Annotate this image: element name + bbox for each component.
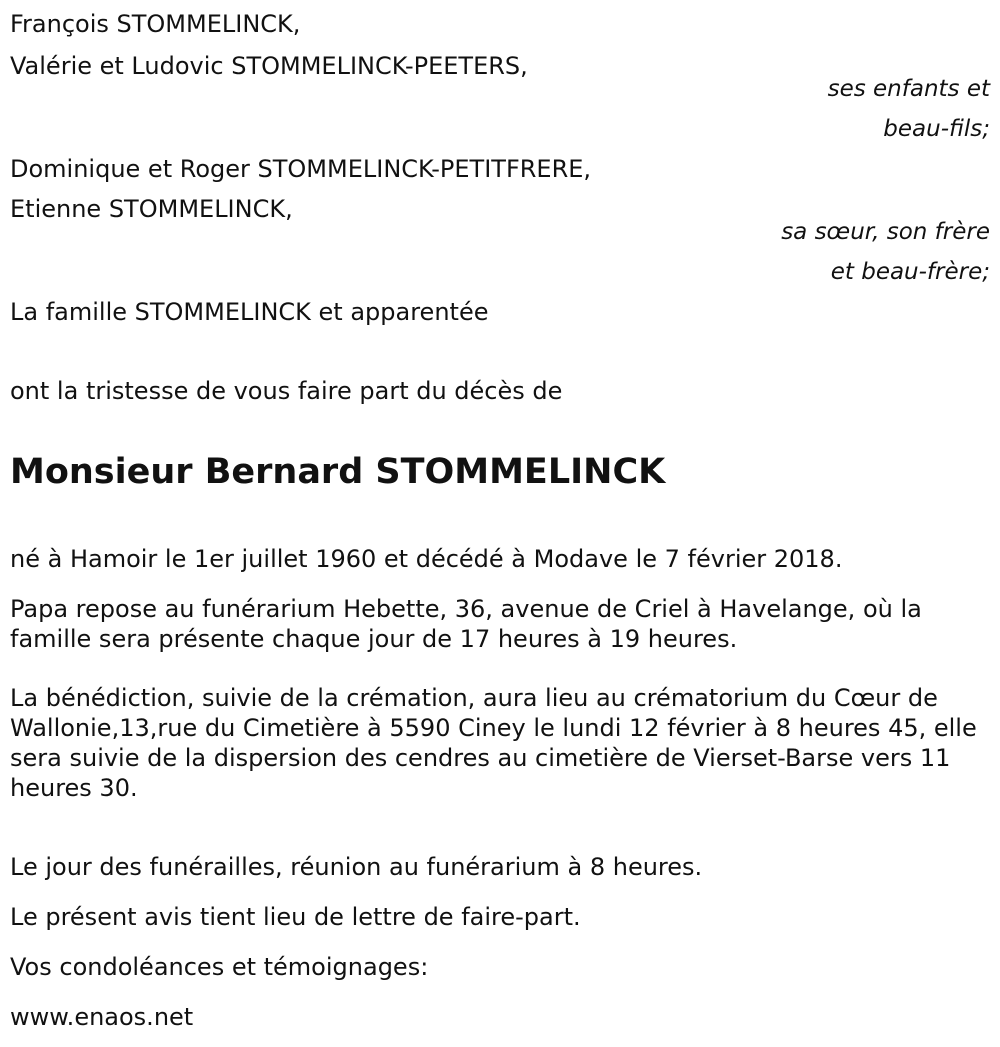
announcement-text: ont la tristesse de vous faire part du décès de [10,377,563,405]
family-line-francois: François STOMMELINCK, [10,10,301,38]
family-line-dominique-roger: Dominique et Roger STOMMELINCK-PETITFRERE, [10,155,592,183]
relation-children-line1: ses enfants et [827,76,990,102]
family-line-extended: La famille STOMMELINCK et apparentée [10,298,489,326]
family-line-valerie-ludovic: Valérie et Ludovic STOMMELINCK-PEETERS, [10,52,528,80]
funerarium-details: Papa repose au funérarium Hebette, 36, avenue de Criel à Havelange, où la famille sera présente chaque jour de 17 heures à 19 heures. [10,595,922,653]
website-link[interactable]: www.enaos.net [10,1003,194,1031]
family-line-etienne: Etienne STOMMELINCK, [10,195,293,223]
relation-siblings-line2: et beau-frère; [830,259,990,285]
birth-death-details: né à Hamoir le 1er juillet 1960 et décédé à Modave le 7 février 2018. [10,545,843,573]
meeting-details: Le jour des funérailles, réunion au funérarium à 8 heures. [10,853,703,881]
deceased-name: Monsieur Bernard STOMMELINCK [10,452,666,492]
relation-siblings-line1: sa sœur, son frère [781,219,990,245]
notice-details: Le présent avis tient lieu de lettre de faire-part. [10,903,581,931]
relation-children-line2: beau-fils; [883,116,990,142]
condolences-text: Vos condoléances et témoignages: [10,953,429,981]
ceremony-details: La bénédiction, suivie de la crémation, aura lieu au crématorium du Cœur de Wallonie,13,rue du Cimetière à 5590 Ciney le lundi 12 février à 8 heures 45, elle sera suivie de la dispersion des cendres au cimetière de Vierset-Barse vers 11 heures 30. [10,684,977,802]
